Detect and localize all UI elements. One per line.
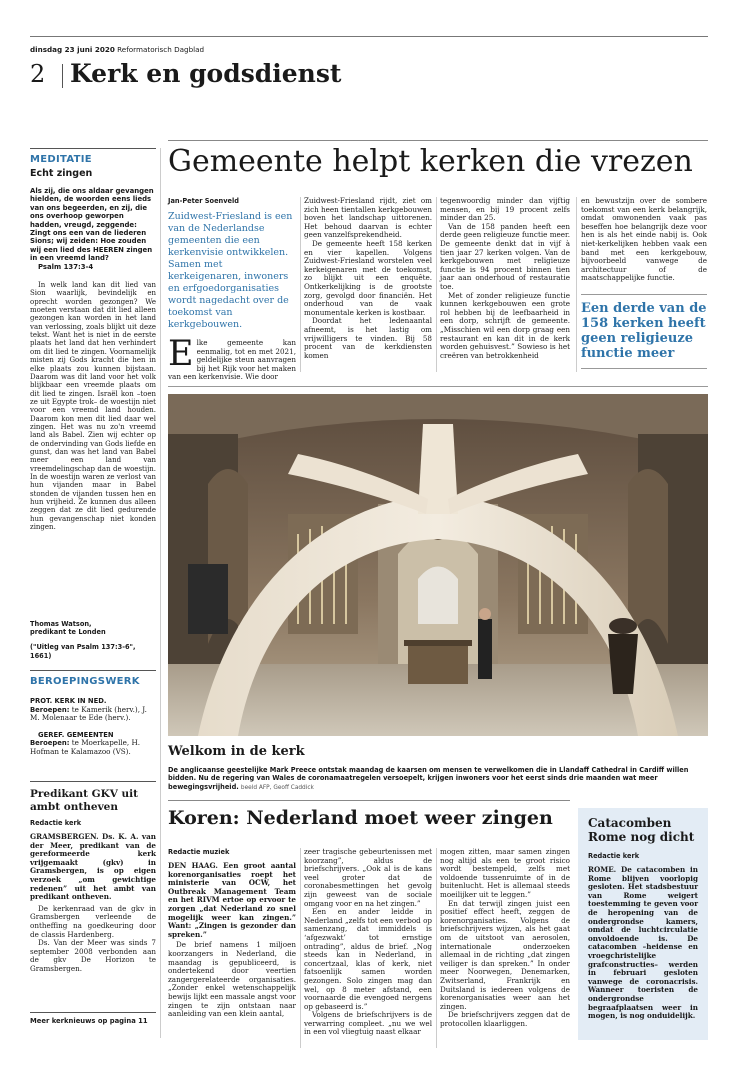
koren-col2-text: Een en ander leidde in Nederland „zelfs tot een verbod op samenzang, dat immiddels is ‘afgezwakt’ tot ernstige ontrading”, aldus de brief. „Nog steeds kan in Nederland, in concertzaal, klas of kerk, niet fatsoenlijk samen worden gezongen. Solo zingen mag dan wel, op 8 meter afstand, een voornaarde die evengoed nergens op gebaseerd is.” [304, 907, 432, 1011]
beroeping-church: PROT. KERK IN NED. [30, 697, 107, 705]
column-divider [160, 148, 161, 1038]
photo-top-rule [168, 386, 708, 387]
page-number: 2 [30, 60, 46, 88]
main-col3-text: Met of zonder religieuze functie kunnen kerkgebouwen een grote rol hebben bij de leefbaarheid in een dorp, schrijft de gemeente. „Misschien wil een dorp graag een restaurant en kan dit in de kerk worden gehuisvest.” Sowieso is het creëren van betrokkenheid [440, 290, 570, 360]
meditatie-source: ("Uitleg van Psalm 137:3-6", 1661) [30, 643, 136, 660]
koren-top-rule [168, 800, 570, 801]
koren-headline: Koren: Nederland moet weer zingen [168, 807, 553, 829]
koren-col3-text: En dat terwijl zingen juist een positief effect heeft, zeggen de korenorganisaties. Volgens de briefschrijvers wijzen, als het gaat om de uitstoot van aerosolen, internationale onderzoeken allemaal in de richting „dat zingen veiliger is dan spreken.” In onder meer Noorwegen, Denemarken, Zwitserland, Frankrijk en Duitsland is iedereen volgens de korenorganisaties weer aan het zingen. [440, 898, 570, 1011]
beroeping-text: te Kamerik (herv.), J. M. Molenaar te Ede (herv.). [30, 704, 147, 723]
beroeping-kind: Beroepen: [30, 739, 70, 748]
main-intro: Zuidwest-Friesland is een van de Nederlandse gemeenten die een kerkenvisie ontwikkelen. Samen met kerkeigenaren, inwoners en erfgoedorganisaties wordt nagedacht over de toekomst van kerkgebouwen. [168, 211, 293, 330]
main-byline: Jan-Peter Soenveld [168, 197, 240, 205]
beroepingswerk-label: BEROEPINGSWERK [30, 676, 140, 687]
gkv-rule [30, 781, 156, 782]
beroeping-item [30, 697, 156, 723]
cathedral-illustration [168, 394, 708, 736]
koren-col-1 [168, 848, 296, 1019]
main-col3-text: tegenwoordig minder dan vijftig mensen, en bij 19 procent zelfs minder dan 25. [440, 196, 570, 223]
main-col2-text: Zuidwest-Friesland rijdt, ziet om zich heen tientallen kerkgebouwen boven het landschap uittorenen. Het behoud daarvan is echter geen vanzelfsprekendheid. [304, 196, 432, 240]
beroeping-kind: Beroepen: [30, 705, 70, 714]
meditatie-reference: Psalm 137:3-4 [38, 262, 94, 271]
photo-caption-text: De anglicaanse geestelijke Mark Preece ontstak maandag de kaarsen om mensen te verwelkomen die in Llandaff Cathedral in Cardiff willen bidden. Nu de regering van Wales de coronamaatregelen versoepelt, krijgen inwoners voor het eerst sinds drie maanden wat meer bewegingsvrijheid. [168, 766, 689, 791]
column-divider [436, 197, 437, 372]
meditatie-rule [30, 148, 156, 149]
pull-quote: Een derde van de 158 kerken heeft geen religieuze functie meer [581, 301, 707, 361]
section-title: Kerk en godsdienst [70, 59, 342, 88]
column-divider [300, 848, 301, 1048]
column-divider [300, 197, 301, 372]
main-col-3 [440, 197, 570, 360]
masthead-dateline [30, 45, 204, 54]
beroeping-item [30, 731, 156, 757]
photo-caption-title: Welkom in de kerk [168, 744, 305, 759]
beroeping-church: GEREF. GEMEENTEN [38, 730, 114, 739]
koren-col2-text: zeer tragische gebeurtenissen met koorzang”, aldus de briefschrijvers. „Ook al is de kans veel groter dat de coronabesmettingen het gevolg zijn geweest van de sociale omgang voor en na het zingen.” [304, 847, 432, 908]
koren-col1-text: De brief namens 1 miljoen koorzangers in Nederland, die maandag is gepubliceerd, is ondertekend door veertien zangergerelateerde organisaties. „Zonder enkel wetenschappelijk bewijs lijkt een massale angst voor zingen te zijn ontstaan naar aanleiding van een klein aantal, [168, 940, 296, 1019]
photo-caption [168, 766, 708, 792]
catacomben-byline: Redactie kerk [588, 852, 640, 860]
main-col4-text: en bewustzijn over de sombere toekomst van een kerk belangrijk, omdat omwonenden vaak pas beseffen hoe belangrijk deze voor hen is als het einde nabij is. Ook niet-kerkelijken hebben vaak een band met een kerkgebouw, bijvoorbeeld vanwege de architectuur of de maatschappelijke functie. [581, 196, 707, 283]
issue-date: dinsdag 23 juni 2020 [30, 45, 115, 54]
meditatie-author-block [30, 620, 156, 660]
meditatie-body: In welk land kan dit lied van Sion waarlijk, bevindelijk en oprecht worden gezongen? We moeten verstaan dat dit lied alleen gezongen kan worden in het land van verlossing, zoals blijkt uit deze tekst. Want het is niet in de eerste plaats het land dat hen verhindert om dit lied te zingen. Voornamelijk misten zij Gods kracht die hen in elke plaats zou kunnen bijstaan. Daarom was dit land voor het volk blijkbaar een vreemde plaats om dit lied te zingen. Israël kon –toen ze uit Egypte trok– de woestijn niet voor een vreemd land houden. Daarom kon men dit lied daar wel zingen. Het was nu zo'n vreemd land als Babel. Zien wij echter op de ondervinding van Gods liefde en gunst, dan was het land van Babel meer een land van vreemdelingschap dan de woestijn. In de woestijn waren ze verlost van hun vijanden maar in Babel stonden de vijanden tussen hen en hun vrijheid. Ze kunnen dus alleen zeggen dat ze dit lied gedurende hun gevangenschap niet konden zingen. [30, 281, 156, 532]
main-headline: Gemeente helpt kerken die vrezen [168, 144, 693, 179]
koren-lead: DEN HAAG. Een groot aantal korenorganisaties roept het ministerie van OCW, het Outbreak Management Team en het RIVM ertoe op ervoor te zorgen „dat Nederland zo snel mogelijk weer kan zingen.” Want: „Zingen is gezonder dan spreken.” [168, 861, 296, 939]
main-col2-text: Doordat het ledenaantal afneemt, is het lastig om vrijwilligers te vinden. Bij 58 procent van de kerkdiensten komen [304, 316, 432, 360]
cathedral-photo [168, 394, 708, 736]
gkv-story [30, 788, 156, 974]
catacomben-headline: Catacomben Rome nog dicht [588, 816, 695, 844]
main-story-top-rule [168, 140, 708, 141]
main-col1-text: lke gemeente kan eenmalig, tot en met 2021, geldelijke steun aanvragen bij het Rijk voor het maken van een kerkenvisie. Wie door [168, 338, 296, 382]
main-col-4 [581, 197, 707, 283]
meditatie-box [30, 154, 156, 531]
catacomben-box [578, 808, 708, 1040]
beroepingswerk-rule [30, 670, 156, 671]
koren-col-3 [440, 848, 570, 1028]
gkv-headline: Predikant GKV uit ambt ontheven [30, 788, 139, 813]
koren-col-2 [304, 848, 432, 1037]
meditatie-label: MEDITATIE [30, 154, 92, 165]
photo-credit: beeld AFP, Geoff Caddick [240, 784, 314, 791]
more-news-rule [30, 1012, 156, 1013]
koren-col3-text: mogen zitten, maar samen zingen nog altijd als een te groot risico wordt bestempeld, zelfs met voldoende tussenruimte of in de buitenlucht. Het is allemaal steeds moeilijker uit te leggen.” [440, 847, 570, 899]
koren-col2-text: Volgens de briefschrijvers is de verwarring compleet. „nu we wel in een vol vliegtuig naast elkaar [304, 1010, 432, 1037]
meditatie-verse: Als zij, die ons aldaar gevangen hielden, de woorden eens lieds van ons begeerden, en zij, die ons overhoop geworpen hadden, vreugd, zeggende: Zingt ons een van de liederen Sions; wij zeiden: Hoe zouden wij een lied des HEEREN zingen in een vreemd land? [30, 187, 154, 263]
gkv-paragraph: Ds. Van der Meer was sinds 7 september 2008 verbonden aan de gkv De Horizon te Gramsbergen. [30, 938, 156, 973]
column-divider [436, 848, 437, 1048]
pullquote-rule [581, 294, 707, 295]
koren-byline: Redactie muziek [168, 848, 230, 856]
meditatie-title: Echt zingen [30, 168, 93, 179]
top-rule [30, 36, 708, 37]
main-col-2 [304, 197, 432, 360]
masthead-divider [62, 64, 63, 88]
beroeping-text: te Moerkapelle, H. Hofman te Kalamazoo (VS). [30, 738, 141, 756]
beroepingswerk-box [30, 676, 156, 757]
gkv-byline: Redactie kerk [30, 819, 82, 827]
main-col3-text: Van de 158 panden heeft een derde geen religieuze functie meer. De gemeente denkt dat in vijf à tien jaar 27 kerken volgen. Van de kerkgebouwen met religieuze functie is 94 procent binnen tien jaar aan onderhoud of restauratie toe. [440, 221, 570, 291]
more-news-link[interactable]: Meer kerknieuws op pagina 11 [30, 1017, 148, 1025]
main-col-1 [168, 197, 296, 382]
dropcap: E [168, 334, 194, 374]
newspaper-name: Reformatorisch Dagblad [117, 45, 205, 54]
catacomben-body: ROME. De catacomben in Rome blijven voorlopig gesloten. Het stadsbestuur van Rome weigert toestemming te geven voor de heropening van de ondergrondse kamers, omdat de luchtcirculatie onvoldoende is. De catacomben –heidense en vroegchristelijke grafconstructies– werden in februari gesloten vanwege de coronacrisis. Wanneer toeristen de ondergrondse begraafplaatsen weer in mogen, is nog onduidelijk. [588, 865, 698, 1021]
meditatie-author-role: predikant te Londen [30, 628, 106, 637]
meditatie-author: Thomas Watson, [30, 620, 92, 628]
main-col2-text: De gemeente heeft 158 kerken en vier kapellen. Volgens Zuidwest-Friesland worstelen veel kerkeigenaren met de toekomst, zo blijkt uit een enquête. Ontkerkelijking is de grootste zorg, gevolgd door financiën. Het onderhoud van de vaak monumentale kerken is kostbaar. [304, 238, 432, 317]
gkv-paragraph: De kerkenraad van de gkv in Gramsbergen verleende de ontheffing na goedkeuring door de classis Hardenberg. [30, 903, 156, 939]
column-divider [576, 197, 577, 372]
koren-col3-text: De briefschrijvers zeggen dat de protocollen klaarliggen. [440, 1010, 570, 1028]
pullquote-rule [581, 368, 707, 369]
gkv-lead: GRAMSBERGEN. Ds. K. A. van der Meer, predikant van de gereformeerde kerk vrijgemaakt (gkv) in Gramsbergen, is op eigen verzoek „om gewichtige redenen” uit het ambt van predikant ontheven. [30, 832, 156, 902]
